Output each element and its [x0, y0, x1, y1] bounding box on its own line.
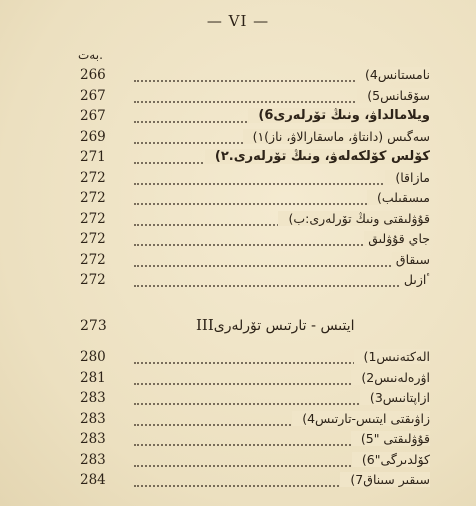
toc-entry-label	[243, 129, 430, 144]
toc-entry-text: اۋرەلەنىس	[374, 369, 430, 385]
section-title-text: ايتىس - تارتىس تۆرلەرى	[213, 318, 355, 334]
toc-entry-text: سەگىس (دانتاۋ، ماسقارالاۋ، ناز)	[264, 128, 430, 144]
toc-entry-text: ازاپتانىس	[382, 390, 430, 405]
toc-entry-index: 2)	[361, 369, 375, 385]
toc-entry	[70, 272, 430, 290]
toc-entry	[70, 190, 430, 208]
toc-entry-index: ب)	[288, 210, 306, 226]
toc-entry-text: سۆقىانس	[380, 87, 430, 103]
toc-entry	[70, 390, 430, 408]
page-unit-label: بەت.	[78, 48, 103, 62]
toc-entry-index: ١)	[252, 128, 265, 144]
toc-entry-text: ٴازىل	[403, 272, 430, 287]
toc-entry-label	[357, 88, 430, 103]
toc-entry-text: نامستانس	[377, 67, 430, 82]
toc-entry-text: جاي قۇۋلىق	[368, 231, 430, 246]
toc-entry-text: ويلامالداۋ، ونىڭ تۆرلەرى	[273, 108, 430, 123]
toc-entry	[70, 211, 430, 229]
toc-entry	[70, 431, 430, 449]
toc-entry-text: سىقىر سىناق	[363, 472, 430, 487]
toc-entry	[70, 67, 430, 85]
toc-entry-text: كۆلدىرگى"	[374, 451, 430, 467]
toc-page-number: 283	[80, 451, 106, 468]
toc-entry-text: قۇۋلىقتى "	[373, 431, 430, 446]
toc-entry-text: سىقاق	[395, 251, 430, 267]
toc-page-number: 272	[80, 231, 106, 247]
toc-entry-index: ب)	[376, 190, 395, 205]
toc-entry-text: كۆلس كۆلكەلەۋ، ونىڭ تۆرلەرى.	[228, 149, 430, 164]
toc-entry	[70, 108, 430, 126]
toc-entry-label	[248, 108, 430, 123]
toc-entry-label	[392, 252, 430, 267]
toc-entry-label	[205, 149, 430, 164]
toc-entry-label	[278, 211, 430, 226]
toc-entry-label	[354, 349, 430, 364]
toc-entry-label	[352, 452, 430, 467]
toc-page-number: 266	[80, 67, 106, 83]
toc-entry-label	[351, 431, 430, 446]
toc-entry	[70, 472, 430, 490]
toc-entry-text: مازاق	[404, 169, 430, 185]
toc-entry-label	[364, 231, 430, 246]
toc-entry	[70, 149, 430, 167]
toc-page-number: 283	[80, 431, 106, 447]
toc-entry	[70, 129, 430, 147]
toc-entry	[70, 411, 430, 429]
toc-entry	[70, 231, 430, 249]
toc-entry-index: 5)	[367, 87, 381, 103]
section-roman-numeral: III	[196, 316, 214, 334]
toc-entry	[70, 370, 430, 388]
toc-page-number: 280	[80, 349, 106, 365]
toc-entry-label	[400, 272, 430, 287]
page-number-header: — VI —	[206, 12, 270, 30]
toc-entry-label	[360, 390, 430, 405]
toc-page-number: 272	[80, 272, 106, 288]
toc-page-number: 267	[80, 108, 106, 124]
toc-entry-index: 5)	[360, 431, 374, 446]
toc-entry-index: 4)	[302, 410, 316, 426]
toc-entry-label	[367, 190, 430, 205]
toc-page-number: 272	[80, 169, 106, 186]
section-heading	[70, 316, 430, 338]
toc-entry-label	[355, 67, 430, 82]
dot-leader	[134, 275, 430, 287]
toc-page-number: 272	[80, 251, 106, 268]
toc-entry	[70, 252, 430, 270]
toc-page-number: 281	[80, 369, 106, 386]
toc-page-number: 269	[80, 128, 106, 145]
toc-entry-index: ٢)	[214, 149, 229, 164]
toc-entry-text: الەكتەنىس	[376, 349, 430, 364]
toc-page-number: 283	[80, 390, 106, 406]
toc-page-number: 267	[80, 87, 106, 104]
toc-entry-label	[340, 472, 430, 487]
toc-entry-text: زاۋىقتى ايتىس-تارتىس	[315, 410, 430, 426]
toc-entry-index: 4)	[365, 67, 378, 82]
toc-entry-index: 1)	[363, 349, 377, 364]
toc-page-number: 272	[80, 210, 106, 227]
toc-entry-index: ا)	[395, 169, 404, 185]
toc-entry	[70, 170, 430, 188]
toc-entry-label	[385, 170, 430, 185]
toc-entry-text: قۇۋلىقتى ونىڭ تۆرلەرى:	[305, 210, 430, 226]
toc-page-number: 271	[80, 149, 106, 165]
toc-entry	[70, 452, 430, 470]
toc-page-number: 283	[80, 410, 106, 427]
toc-page-number: 272	[80, 190, 106, 206]
toc-entry-index: 6)	[361, 451, 375, 467]
toc-page-number: 284	[80, 472, 106, 488]
toc-entry-index: 3)	[369, 390, 383, 405]
toc-entry	[70, 88, 430, 106]
toc-entry-index: 7)	[350, 472, 364, 487]
toc-entry-label	[351, 370, 430, 385]
dot-leader	[134, 255, 430, 267]
toc-entry-index: 6)	[258, 108, 274, 123]
toc-entry	[70, 349, 430, 367]
toc-entry-text: مىسقىل	[394, 190, 430, 205]
toc-entry-label	[292, 411, 430, 426]
section-page-number: 273	[80, 318, 107, 334]
section-title	[190, 316, 355, 334]
